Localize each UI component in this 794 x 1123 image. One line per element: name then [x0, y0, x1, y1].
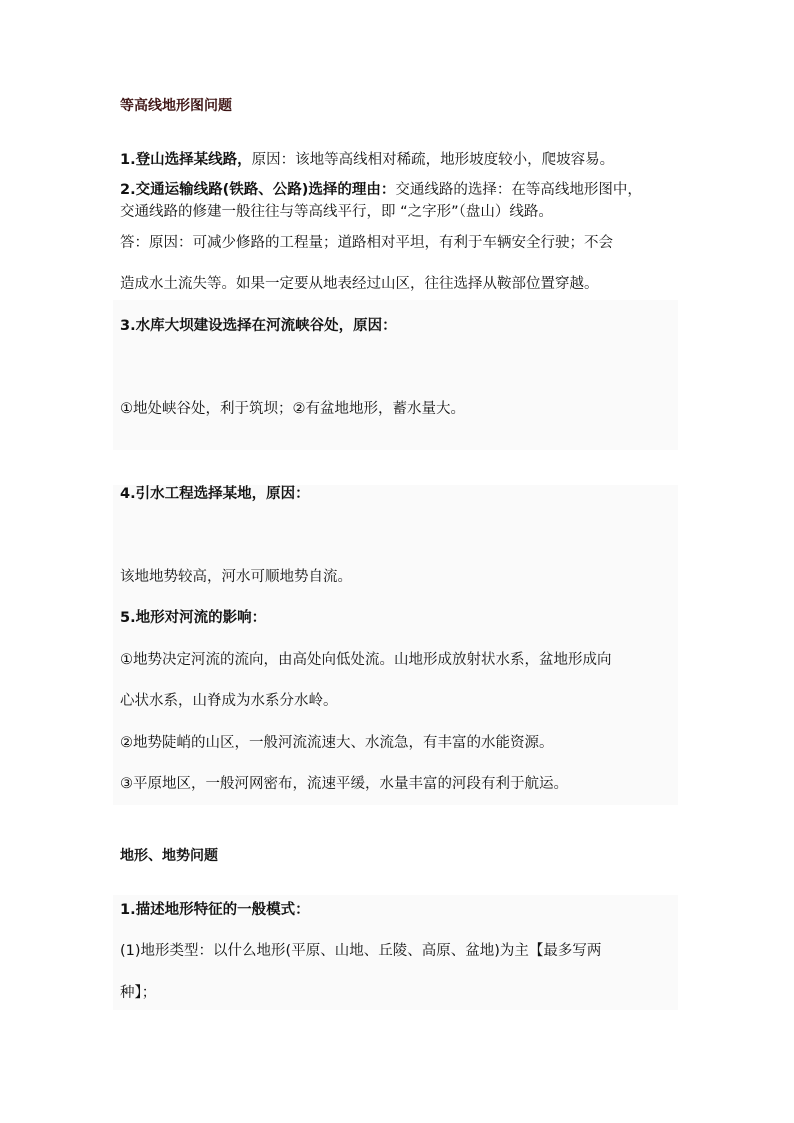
item-5-paragraph-3: ③平原地区，一般河网密布，流速平缓，水量丰富的河段有利于航运。 — [120, 776, 568, 792]
section-title: 等高线地形图问题 — [120, 98, 232, 114]
item-4-heading: 4.引水工程选择某地，原因： — [120, 486, 310, 502]
item-5-paragraph-1: ①地势决定河流的流向，由高处向低处流。山地形成放射状水系，盆地形成向 — [120, 652, 612, 668]
section-title: 地形、地势问题 — [120, 848, 218, 864]
answer-line: 造成水土流失等。如果一定要从地表经过山区，往往选择从鞍部位置穿越。 — [120, 276, 599, 292]
item-5-paragraph-2: ②地势陡峭的山区，一般河流流速大、水流急，有丰富的水能资源。 — [120, 735, 554, 751]
item-text: 原因：该地等高线相对稀疏，地形坡度较小，爬坡容易。 — [251, 152, 615, 168]
item-5-heading: 5.地形对河流的影响： — [120, 610, 267, 626]
item-2-line-2: 交通线路的修建一般往往与等高线平行，即 “之字形”（盘山）线路。 — [120, 204, 553, 220]
item-1 — [120, 150, 614, 170]
item-heading: 2.交通运输线路(铁路、公路)选择的理由： — [120, 182, 396, 198]
item-6-heading: 1.描述地形特征的一般模式： — [120, 902, 310, 918]
item-heading: 1.登山选择某线路， — [120, 152, 252, 168]
item-4-text: 该地地势较高，河水可顺地势自流。 — [120, 569, 352, 585]
item-5-paragraph-1-cont: 心状水系，山脊成为水系分水岭。 — [120, 693, 338, 709]
item-6-line-1: (1)地形类型：以什么地形(平原、山地、丘陵、高原、盆地)为主【最多写两 — [120, 943, 602, 959]
item-2-line-1 — [120, 180, 642, 200]
item-6-line-2: 种】； — [120, 985, 157, 1001]
item-3-heading: 3.水库大坝建设选择在河流峡谷处，原因： — [120, 318, 397, 334]
answer-line: 答：原因：可减少修路的工程量；道路相对平坦，有利于车辆安全行驶；不会 — [120, 235, 613, 251]
item-text: 交通线路的选择：在等高线地形图中， — [395, 182, 642, 198]
item-3-text: ①地处峡谷处，利于筑坝；②有盆地地形，蓄水量大。 — [120, 401, 465, 417]
shaded-block — [113, 485, 678, 805]
